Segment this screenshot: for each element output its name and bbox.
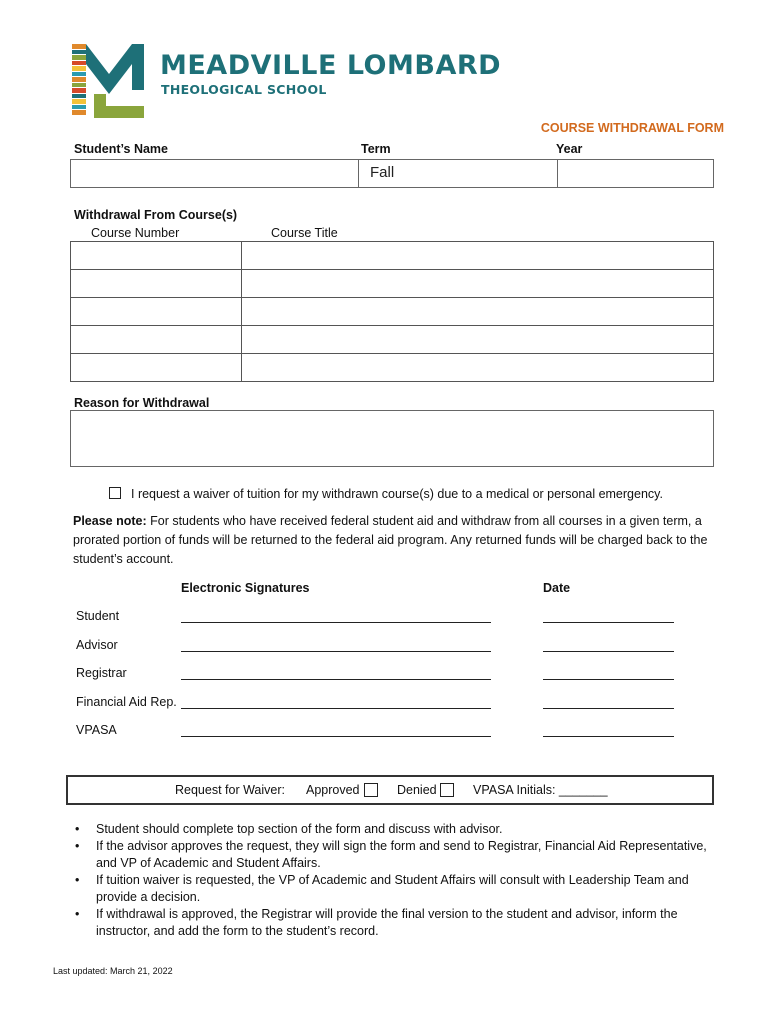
approved-checkbox[interactable] <box>364 783 378 797</box>
signature-line-advisor[interactable] <box>181 651 491 652</box>
waiver-request-text: I request a waiver of tuition for my withdrawn course(s) due to a medical or personal emergency. <box>131 487 663 501</box>
signature-label-financial-aid: Financial Aid Rep. <box>76 695 177 709</box>
signatures-heading: Electronic Signatures <box>181 581 310 595</box>
denied-checkbox[interactable] <box>440 783 454 797</box>
school-logo-mark <box>72 44 146 118</box>
list-item: • Student should complete top section of the form and discuss with advisor. <box>73 821 718 838</box>
school-subtitle: THEOLOGICAL SCHOOL <box>161 82 327 97</box>
waiver-request-checkbox[interactable] <box>109 487 121 499</box>
logo-stripes <box>72 44 86 115</box>
student-name-field[interactable] <box>70 159 359 188</box>
course-title-cell[interactable] <box>242 298 714 326</box>
date-line-registrar[interactable] <box>543 679 674 680</box>
table-row <box>71 354 714 382</box>
courses-table <box>70 241 714 382</box>
course-title-header: Course Title <box>271 226 338 240</box>
signature-label-student: Student <box>76 609 120 623</box>
form-title: COURSE WITHDRAWAL FORM <box>540 121 724 135</box>
date-heading: Date <box>543 581 571 595</box>
signature-label-advisor: Advisor <box>76 638 118 652</box>
reason-field[interactable] <box>70 410 714 467</box>
approved-label: Approved <box>306 783 360 797</box>
reason-label: Reason for Withdrawal <box>74 396 210 410</box>
table-row <box>71 326 714 354</box>
signature-line-student[interactable] <box>181 622 491 623</box>
list-item: • If tuition waiver is requested, the VP of Academic and Student Affairs will consult with Leadership Team and provide a decision. <box>73 872 718 906</box>
last-updated: Last updated: March 21, 2022 <box>53 966 173 976</box>
year-field[interactable] <box>557 159 714 188</box>
signature-label-vpasa: VPASA <box>76 723 117 737</box>
term-field[interactable]: Fall <box>358 159 558 188</box>
date-line-vpasa[interactable] <box>543 736 674 737</box>
signature-line-financial-aid[interactable] <box>181 708 491 709</box>
course-number-cell[interactable] <box>71 326 242 354</box>
table-row <box>71 270 714 298</box>
course-number-cell[interactable] <box>71 270 242 298</box>
course-title-cell[interactable] <box>242 270 714 298</box>
waiver-decision-box <box>66 775 714 805</box>
courses-heading: Withdrawal From Course(s) <box>74 208 238 222</box>
year-label: Year <box>556 142 583 156</box>
term-label: Term <box>361 142 391 156</box>
table-row <box>71 242 714 270</box>
waiver-decision-label: Request for Waiver: <box>175 783 285 797</box>
list-item: • If the advisor approves the request, they will sign the form and send to Registrar, Financial Aid Representative, and VP of Academic and Student Affairs. <box>73 838 718 872</box>
date-line-financial-aid[interactable] <box>543 708 674 709</box>
date-line-advisor[interactable] <box>543 651 674 652</box>
course-number-cell[interactable] <box>71 242 242 270</box>
date-line-student[interactable] <box>543 622 674 623</box>
vpasa-initials-field[interactable]: VPASA Initials: _______ <box>473 783 608 797</box>
course-title-cell[interactable] <box>242 354 714 382</box>
denied-label: Denied <box>397 783 437 797</box>
table-row <box>71 298 714 326</box>
signature-label-registrar: Registrar <box>76 666 127 680</box>
school-name: MEADVILLE LOMBARD <box>160 50 502 81</box>
course-number-cell[interactable] <box>71 354 242 382</box>
signature-line-registrar[interactable] <box>181 679 491 680</box>
course-title-cell[interactable] <box>242 326 714 354</box>
note-label: Please note: <box>73 514 147 528</box>
list-item: • If withdrawal is approved, the Registrar will provide the final version to the student and advisor, inform the instructor, and add the form to the student’s record. <box>73 906 718 940</box>
federal-aid-note <box>73 512 718 569</box>
course-number-header: Course Number <box>91 226 180 240</box>
signature-line-vpasa[interactable] <box>181 736 491 737</box>
course-title-cell[interactable] <box>242 242 714 270</box>
student-name-label: Student’s Name <box>74 142 169 156</box>
instructions-list <box>73 821 718 940</box>
note-text: For students who have received federal student aid and withdraw from all courses in a given term, a prorated portion of funds will be returned to the federal aid program. Any returned funds will be charged back to the student’s account. <box>73 514 708 566</box>
course-number-cell[interactable] <box>71 298 242 326</box>
